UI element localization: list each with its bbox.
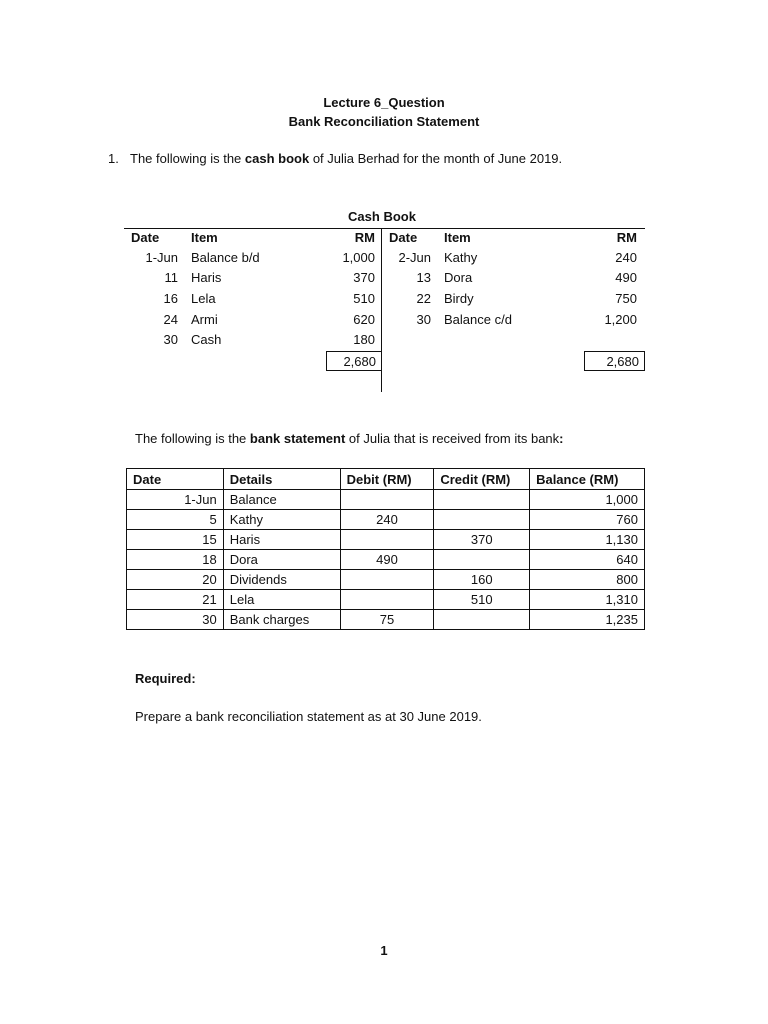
required-label: Required: — [135, 671, 196, 686]
cb-debit-item: Haris — [191, 270, 222, 285]
cb-header-item-credit: Item — [444, 230, 471, 245]
cb-credit-date: 30 — [416, 312, 431, 327]
bs-header-credit: Credit (RM) — [434, 469, 530, 490]
bs-credit — [434, 510, 530, 530]
cash-book-title: Cash Book — [348, 209, 416, 224]
question-number: 1. — [108, 151, 119, 166]
bs-header-balance: Balance (RM) — [530, 469, 645, 490]
bs-balance: 1,310 — [530, 590, 645, 610]
cb-debit-item: Lela — [191, 291, 216, 306]
bs-intro-after: of Julia that is received from its bank — [345, 431, 560, 446]
bank-statement-table — [126, 468, 645, 630]
cb-credit-item: Balance c/d — [444, 312, 512, 327]
bs-debit: 240 — [340, 510, 434, 530]
cb-credit-rm: 1,200 — [604, 312, 637, 327]
cb-debit-item: Cash — [191, 332, 222, 347]
bs-debit: 490 — [340, 550, 434, 570]
table-row — [127, 590, 645, 610]
bs-date: 21 — [127, 590, 224, 610]
question-text-before: The following is the — [130, 151, 245, 166]
cb-debit-date: 16 — [163, 291, 178, 306]
cb-debit-rm: 370 — [353, 270, 375, 285]
bs-date: 18 — [127, 550, 224, 570]
bs-credit — [434, 550, 530, 570]
table-row — [127, 610, 645, 630]
cb-header-date-debit: Date — [131, 230, 160, 245]
bs-details: Dividends — [223, 570, 340, 590]
bs-credit: 510 — [434, 590, 530, 610]
cb-debit-item: Balance b/d — [191, 250, 260, 265]
bs-balance: 1,235 — [530, 610, 645, 630]
question-text — [108, 151, 562, 166]
bs-balance: 640 — [530, 550, 645, 570]
bs-header-debit: Debit (RM) — [340, 469, 434, 490]
table-row — [127, 530, 645, 550]
cb-header-rm-debit: RM — [354, 230, 375, 245]
cb-debit-total: 2,680 — [326, 351, 382, 371]
cb-credit-rm: 490 — [615, 270, 637, 285]
bank-statement-intro — [135, 431, 564, 446]
bs-credit: 370 — [434, 530, 530, 550]
cb-credit-total: 2,680 — [584, 351, 645, 371]
cb-debit-rm: 180 — [353, 332, 375, 347]
cb-header-date-credit: Date — [389, 230, 418, 245]
cb-credit-date: 22 — [416, 291, 431, 306]
bs-balance: 800 — [530, 570, 645, 590]
bs-details: Bank charges — [223, 610, 340, 630]
cb-credit-date: 13 — [416, 270, 431, 285]
bs-credit — [434, 610, 530, 630]
bs-intro-before: The following is the — [135, 431, 250, 446]
cb-debit-date: 24 — [163, 312, 178, 327]
cb-debit-date: 30 — [163, 332, 178, 347]
table-row — [127, 490, 645, 510]
required-text: Prepare a bank reconciliation statement as at 30 June 2019. — [135, 709, 482, 724]
page-title: Lecture 6_Question — [323, 95, 445, 110]
cb-debit-date: 11 — [164, 270, 178, 285]
cb-credit-rm: 240 — [615, 250, 637, 265]
bs-debit — [340, 570, 434, 590]
bs-debit: 75 — [340, 610, 434, 630]
bs-debit — [340, 490, 434, 510]
bs-date: 15 — [127, 530, 224, 550]
table-row — [127, 570, 645, 590]
table-row — [127, 510, 645, 530]
bs-date: 5 — [127, 510, 224, 530]
bs-intro-bold: bank statement — [249, 431, 346, 446]
table-header-row — [127, 469, 645, 490]
page-number: 1 — [380, 943, 388, 958]
cb-credit-item: Dora — [444, 270, 473, 285]
bs-balance: 760 — [530, 510, 645, 530]
bs-credit: 160 — [434, 570, 530, 590]
page-subtitle: Bank Reconciliation Statement — [288, 114, 480, 129]
cb-debit-rm: 1,000 — [342, 250, 375, 265]
bs-intro-colon: : — [559, 431, 564, 446]
cb-header-rm-credit: RM — [616, 230, 637, 245]
bs-header-details: Details — [223, 469, 340, 490]
bs-balance: 1,130 — [530, 530, 645, 550]
cb-header-item-debit: Item — [191, 230, 218, 245]
table-row — [127, 550, 645, 570]
bs-date: 30 — [127, 610, 224, 630]
cb-debit-rm: 510 — [353, 291, 375, 306]
bs-details: Kathy — [223, 510, 340, 530]
cb-credit-rm: 750 — [615, 291, 637, 306]
bs-details: Haris — [223, 530, 340, 550]
cb-credit-item: Birdy — [444, 291, 474, 306]
bs-debit — [340, 590, 434, 610]
bs-credit — [434, 490, 530, 510]
bs-details: Balance — [223, 490, 340, 510]
cb-credit-item: Kathy — [444, 250, 478, 265]
cb-credit-date: 2-Jun — [398, 250, 431, 265]
bs-debit — [340, 530, 434, 550]
cb-debit-rm: 620 — [353, 312, 375, 327]
cb-debit-date: 1-Jun — [145, 250, 178, 265]
bs-date: 20 — [127, 570, 224, 590]
bs-date: 1-Jun — [127, 490, 224, 510]
question-text-bold: cash book — [244, 151, 310, 166]
bs-details: Lela — [223, 590, 340, 610]
cb-debit-item: Armi — [191, 312, 218, 327]
question-text-after: of Julia Berhad for the month of June 2019. — [309, 151, 563, 166]
bs-balance: 1,000 — [530, 490, 645, 510]
bs-header-date: Date — [127, 469, 224, 490]
bs-details: Dora — [223, 550, 340, 570]
